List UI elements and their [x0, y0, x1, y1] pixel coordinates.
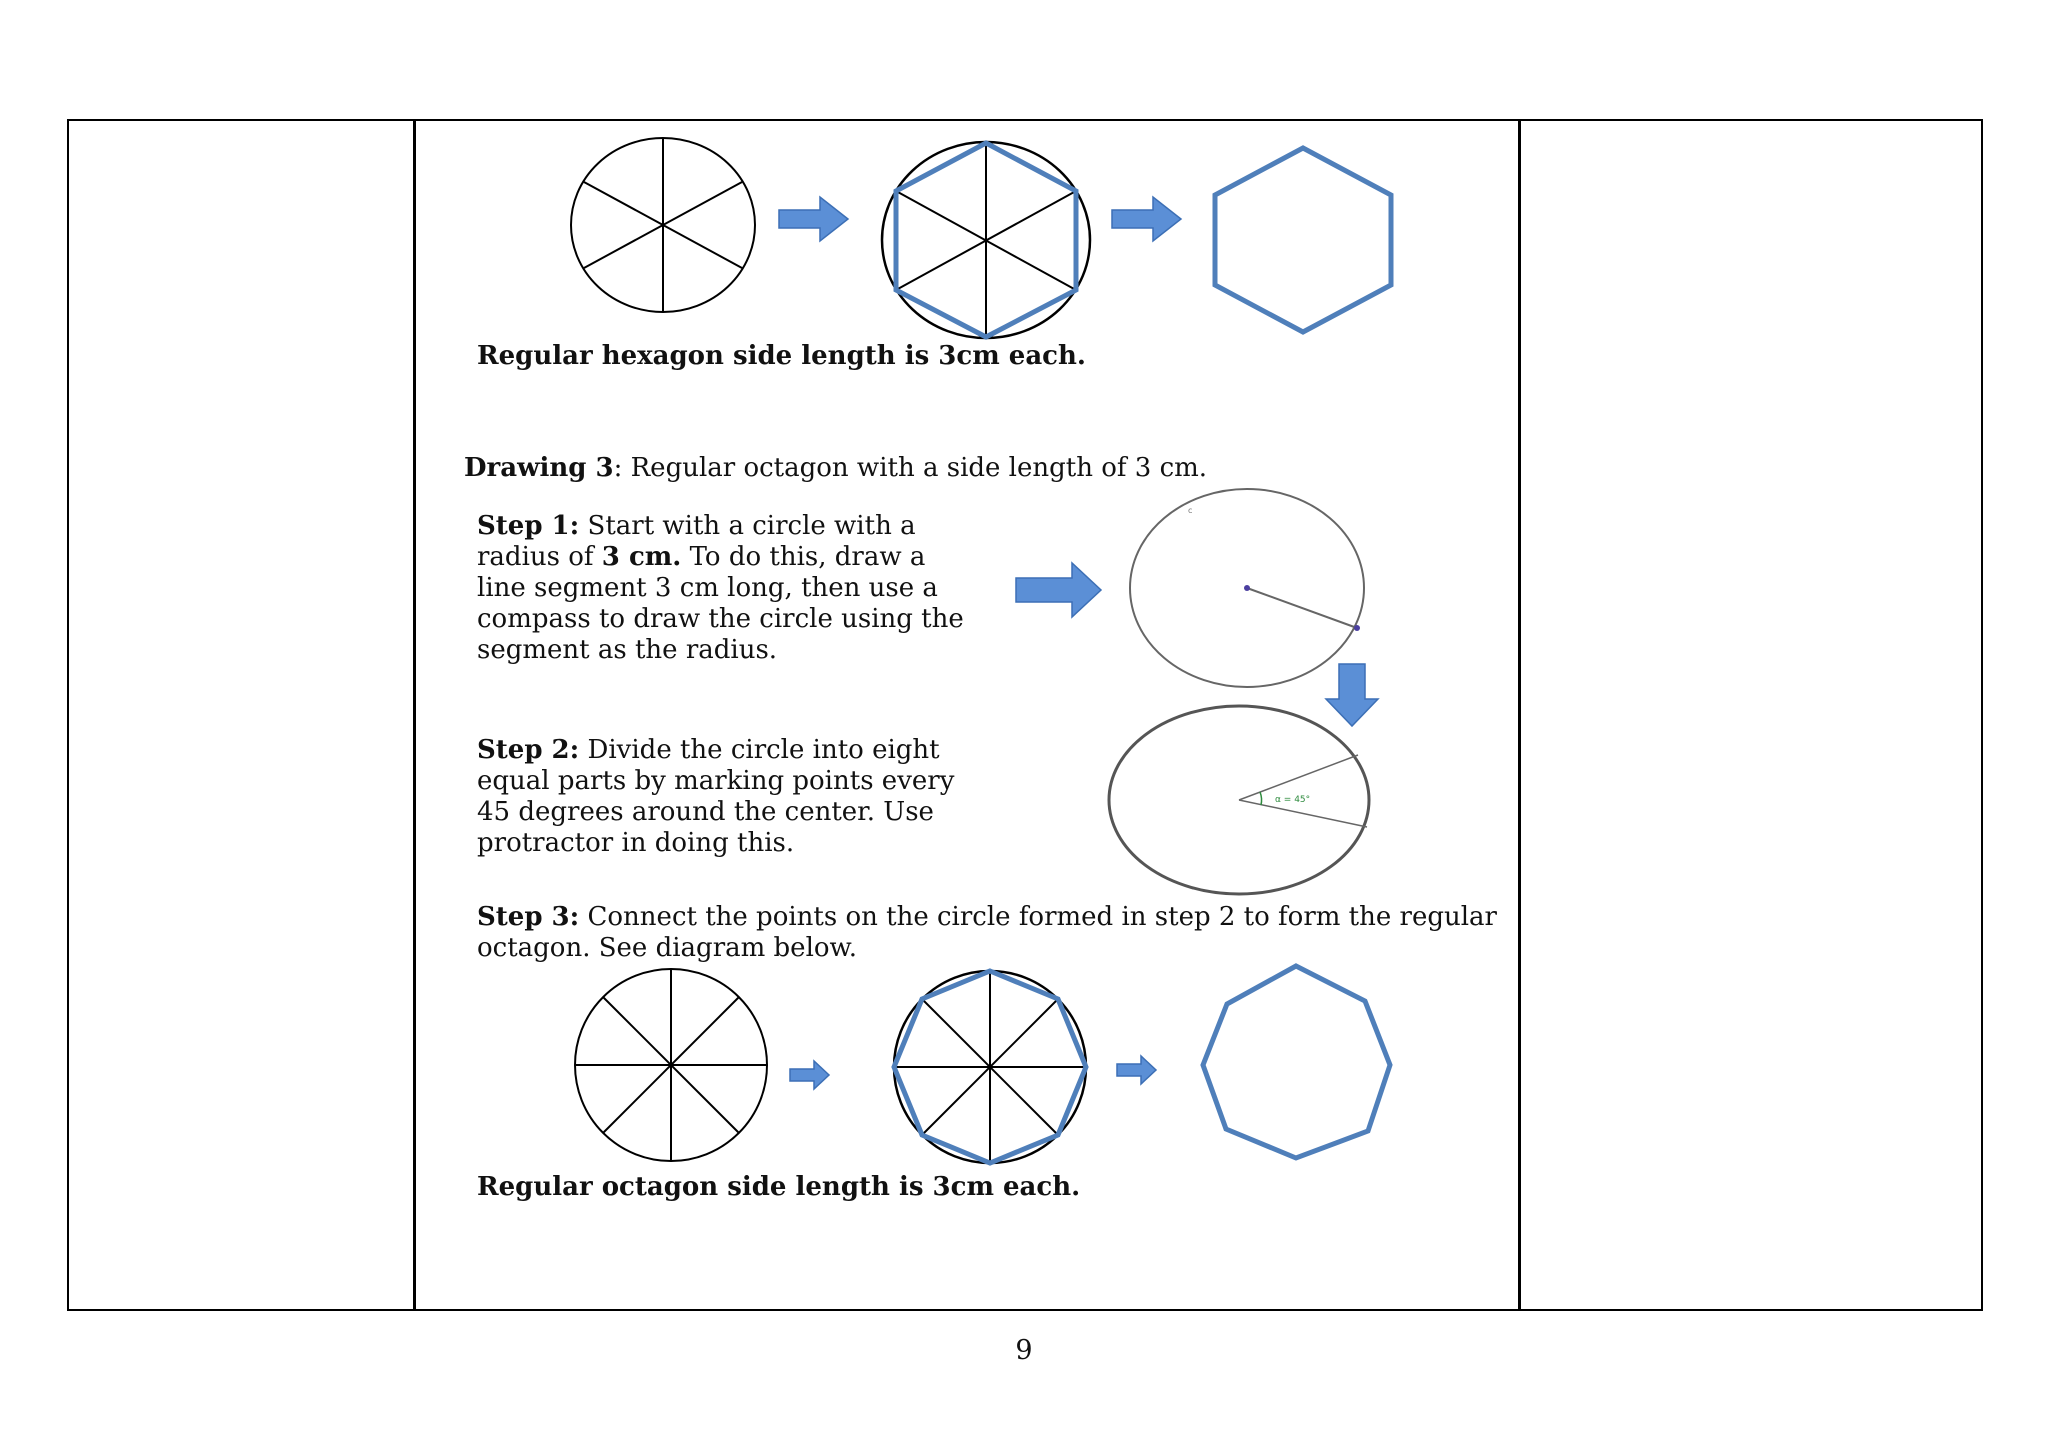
hexagon-caption: Regular hexagon side length is 3cm each. [477, 341, 1086, 371]
column-divider-left [413, 121, 416, 1309]
octagon-divided-circle [570, 968, 780, 1178]
drawing3-title-text: : Regular octagon with a side length of 3 cm. [613, 453, 1208, 483]
step2-line-1 [477, 735, 940, 766]
hexagon-divided-circle [565, 130, 765, 330]
drawing3-title-label: Drawing 3 [464, 453, 614, 483]
arrow-right-icon [1116, 1055, 1176, 1095]
octagon-caption: Regular octagon side length is 3cm each. [477, 1172, 1081, 1202]
step1-label: Step 1: [477, 511, 580, 541]
step1-line1-text: Start with a circle with a [579, 511, 916, 541]
step1-line2-pre: radius of [477, 542, 602, 572]
step2-line1-text: Divide the circle into eight [579, 735, 940, 765]
octagon-inscribed-circle [890, 970, 1100, 1180]
step3-line1-text: Connect the points on the circle formed in step 2 to form the regular [579, 902, 1497, 932]
step2-line-4: protractor in doing this. [477, 828, 795, 858]
step1-line-3: line segment 3 cm long, then use a [477, 573, 938, 603]
regular-octagon-shape [1195, 963, 1405, 1173]
step1-line-5: segment as the radius. [477, 635, 778, 665]
column-divider-right [1518, 121, 1521, 1309]
arrow-right-icon [789, 1060, 849, 1100]
step3-line-2: octagon. See diagram below. [477, 933, 857, 963]
arrow-right-icon [1015, 562, 1115, 632]
regular-hexagon-shape [1208, 145, 1408, 345]
hexagon-inscribed-circle [880, 135, 1100, 355]
step3-line-1 [477, 902, 1497, 933]
step1-line-2 [477, 542, 925, 573]
step1-radius-value: 3 cm. [601, 542, 682, 572]
page-number: 9 [1015, 1335, 1033, 1366]
angle-circle-diagram [1105, 700, 1385, 900]
arrow-right-icon [778, 196, 858, 256]
step1-line2-post: To do this, draw a [681, 542, 926, 572]
arrow-right-icon [1111, 196, 1191, 256]
angle-label: α = 45° [1275, 795, 1311, 805]
step1-line-4: compass to draw the circle using the [477, 604, 964, 634]
step2-label: Step 2: [477, 735, 580, 765]
drawing3-title [464, 453, 1207, 484]
svg-text:c: c [1188, 506, 1193, 515]
step3-label: Step 3: [477, 902, 580, 932]
step2-line-2: equal parts by marking points every [477, 766, 955, 796]
step2-line-3: 45 degrees around the center. Use [477, 797, 934, 827]
step1-line-1 [477, 511, 916, 542]
